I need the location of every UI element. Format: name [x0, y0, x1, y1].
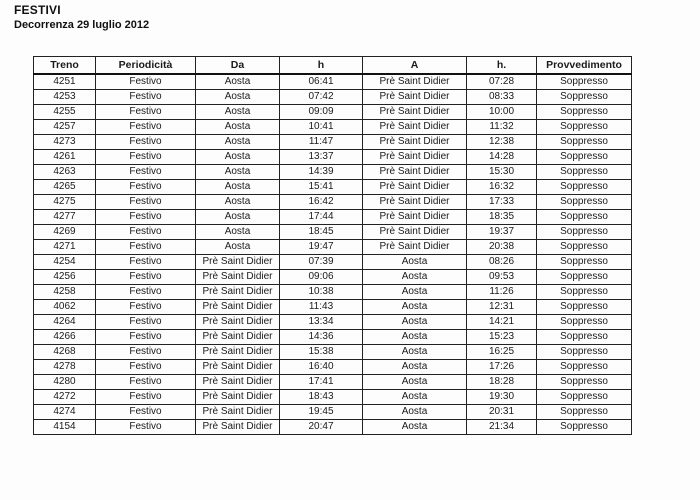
cell-da: Aosta [196, 225, 280, 240]
cell-treno: 4272 [34, 390, 96, 405]
cell-departure-time: 11:43 [280, 300, 363, 315]
table-row [34, 285, 632, 300]
cell-arrival-time: 17:33 [467, 195, 537, 210]
cell-periodicita: Festivo [96, 405, 196, 420]
cell-departure-time: 06:41 [280, 74, 363, 90]
cell-departure-time: 14:36 [280, 330, 363, 345]
cell-da: Prè Saint Didier [196, 360, 280, 375]
cell-arrival-time: 19:37 [467, 225, 537, 240]
cell-departure-time: 13:34 [280, 315, 363, 330]
cell-periodicita: Festivo [96, 195, 196, 210]
cell-treno: 4280 [34, 375, 96, 390]
cell-da: Aosta [196, 180, 280, 195]
cell-provvedimento: Soppresso [537, 405, 632, 420]
cell-da: Prè Saint Didier [196, 375, 280, 390]
cell-a: Prè Saint Didier [363, 74, 467, 90]
cell-treno: 4256 [34, 270, 96, 285]
cell-provvedimento: Soppresso [537, 375, 632, 390]
column-header-provvedimento: Provvedimento [537, 57, 632, 75]
table-row [34, 150, 632, 165]
cell-periodicita: Festivo [96, 345, 196, 360]
cell-periodicita: Festivo [96, 105, 196, 120]
cell-arrival-time: 20:38 [467, 240, 537, 255]
cell-da: Prè Saint Didier [196, 300, 280, 315]
cell-periodicita: Festivo [96, 330, 196, 345]
document-title: FESTIVI [14, 3, 61, 17]
cell-a: Prè Saint Didier [363, 165, 467, 180]
cell-treno: 4154 [34, 420, 96, 435]
table-row [34, 255, 632, 270]
cell-provvedimento: Soppresso [537, 420, 632, 435]
cell-a: Aosta [363, 360, 467, 375]
cell-provvedimento: Soppresso [537, 210, 632, 225]
cell-periodicita: Festivo [96, 420, 196, 435]
cell-departure-time: 13:37 [280, 150, 363, 165]
cell-a: Aosta [363, 285, 467, 300]
cell-periodicita: Festivo [96, 285, 196, 300]
cell-departure-time: 19:47 [280, 240, 363, 255]
cell-departure-time: 09:09 [280, 105, 363, 120]
cell-arrival-time: 12:31 [467, 300, 537, 315]
cell-treno: 4278 [34, 360, 96, 375]
cell-a: Prè Saint Didier [363, 120, 467, 135]
cell-da: Aosta [196, 165, 280, 180]
cell-a: Prè Saint Didier [363, 105, 467, 120]
cell-periodicita: Festivo [96, 315, 196, 330]
cell-treno: 4258 [34, 285, 96, 300]
cell-departure-time: 15:41 [280, 180, 363, 195]
cell-treno: 4062 [34, 300, 96, 315]
cell-provvedimento: Soppresso [537, 285, 632, 300]
cell-provvedimento: Soppresso [537, 390, 632, 405]
cell-treno: 4257 [34, 120, 96, 135]
cell-departure-time: 16:42 [280, 195, 363, 210]
cell-provvedimento: Soppresso [537, 74, 632, 90]
cell-departure-time: 16:40 [280, 360, 363, 375]
document-subtitle: Decorrenza 29 luglio 2012 [14, 19, 150, 31]
cell-a: Prè Saint Didier [363, 135, 467, 150]
cell-a: Prè Saint Didier [363, 195, 467, 210]
cell-periodicita: Festivo [96, 120, 196, 135]
cell-a: Aosta [363, 420, 467, 435]
cell-departure-time: 10:41 [280, 120, 363, 135]
cell-da: Aosta [196, 135, 280, 150]
table-row [34, 405, 632, 420]
cell-treno: 4275 [34, 195, 96, 210]
cell-provvedimento: Soppresso [537, 105, 632, 120]
cell-provvedimento: Soppresso [537, 270, 632, 285]
cell-periodicita: Festivo [96, 165, 196, 180]
table-row [34, 105, 632, 120]
cell-a: Aosta [363, 255, 467, 270]
table-row [34, 180, 632, 195]
cell-a: Aosta [363, 405, 467, 420]
cell-a: Aosta [363, 390, 467, 405]
cell-da: Prè Saint Didier [196, 345, 280, 360]
cell-departure-time: 15:38 [280, 345, 363, 360]
cell-da: Aosta [196, 74, 280, 90]
cell-a: Prè Saint Didier [363, 150, 467, 165]
cell-arrival-time: 16:25 [467, 345, 537, 360]
cell-periodicita: Festivo [96, 74, 196, 90]
cell-departure-time: 17:41 [280, 375, 363, 390]
column-header-a: A [363, 57, 467, 75]
table-row [34, 210, 632, 225]
cell-treno: 4253 [34, 90, 96, 105]
cell-da: Prè Saint Didier [196, 270, 280, 285]
cell-arrival-time: 08:26 [467, 255, 537, 270]
cell-a: Aosta [363, 375, 467, 390]
cell-periodicita: Festivo [96, 225, 196, 240]
table-header-row [34, 57, 632, 75]
cell-a: Prè Saint Didier [363, 240, 467, 255]
table-row [34, 240, 632, 255]
table-row [34, 195, 632, 210]
cell-departure-time: 18:45 [280, 225, 363, 240]
cell-treno: 4261 [34, 150, 96, 165]
cell-da: Prè Saint Didier [196, 315, 280, 330]
cell-departure-time: 11:47 [280, 135, 363, 150]
column-header-da: Da [196, 57, 280, 75]
cell-arrival-time: 15:30 [467, 165, 537, 180]
table-row [34, 165, 632, 180]
cell-departure-time: 18:43 [280, 390, 363, 405]
cell-provvedimento: Soppresso [537, 135, 632, 150]
cell-da: Prè Saint Didier [196, 390, 280, 405]
cell-da: Aosta [196, 195, 280, 210]
cell-departure-time: 20:47 [280, 420, 363, 435]
cell-provvedimento: Soppresso [537, 300, 632, 315]
cell-departure-time: 17:44 [280, 210, 363, 225]
table-row [34, 390, 632, 405]
cell-arrival-time: 19:30 [467, 390, 537, 405]
column-header-periodicita: Periodicità [96, 57, 196, 75]
cell-da: Aosta [196, 240, 280, 255]
cell-arrival-time: 18:35 [467, 210, 537, 225]
table-row [34, 120, 632, 135]
cell-departure-time: 10:38 [280, 285, 363, 300]
cell-treno: 4268 [34, 345, 96, 360]
cell-a: Prè Saint Didier [363, 90, 467, 105]
table-row [34, 345, 632, 360]
table-row [34, 270, 632, 285]
table-row [34, 330, 632, 345]
cell-da: Aosta [196, 210, 280, 225]
cell-periodicita: Festivo [96, 360, 196, 375]
cell-a: Aosta [363, 300, 467, 315]
cell-da: Aosta [196, 120, 280, 135]
cell-provvedimento: Soppresso [537, 240, 632, 255]
cell-a: Aosta [363, 315, 467, 330]
cell-a: Prè Saint Didier [363, 225, 467, 240]
cell-provvedimento: Soppresso [537, 315, 632, 330]
cell-a: Aosta [363, 270, 467, 285]
cell-treno: 4271 [34, 240, 96, 255]
cell-arrival-time: 17:26 [467, 360, 537, 375]
cell-periodicita: Festivo [96, 270, 196, 285]
cell-treno: 4254 [34, 255, 96, 270]
cell-treno: 4269 [34, 225, 96, 240]
cell-arrival-time: 11:26 [467, 285, 537, 300]
cell-treno: 4274 [34, 405, 96, 420]
cell-periodicita: Festivo [96, 180, 196, 195]
cell-periodicita: Festivo [96, 255, 196, 270]
table-row [34, 225, 632, 240]
timetable-body [34, 74, 632, 435]
cell-arrival-time: 20:31 [467, 405, 537, 420]
cell-da: Prè Saint Didier [196, 330, 280, 345]
cell-arrival-time: 10:00 [467, 105, 537, 120]
table-row [34, 420, 632, 435]
cell-provvedimento: Soppresso [537, 150, 632, 165]
cell-provvedimento: Soppresso [537, 165, 632, 180]
cell-periodicita: Festivo [96, 390, 196, 405]
cell-provvedimento: Soppresso [537, 255, 632, 270]
cell-treno: 4273 [34, 135, 96, 150]
cell-departure-time: 19:45 [280, 405, 363, 420]
cell-arrival-time: 16:32 [467, 180, 537, 195]
cell-periodicita: Festivo [96, 135, 196, 150]
column-header-arrival-time: h. [467, 57, 537, 75]
cell-da: Aosta [196, 90, 280, 105]
cell-departure-time: 14:39 [280, 165, 363, 180]
cell-provvedimento: Soppresso [537, 345, 632, 360]
table-row [34, 74, 632, 90]
cell-treno: 4263 [34, 165, 96, 180]
cell-provvedimento: Soppresso [537, 360, 632, 375]
cell-periodicita: Festivo [96, 375, 196, 390]
cell-arrival-time: 11:32 [467, 120, 537, 135]
cell-arrival-time: 14:28 [467, 150, 537, 165]
cell-provvedimento: Soppresso [537, 120, 632, 135]
cell-a: Aosta [363, 345, 467, 360]
table-row [34, 315, 632, 330]
cell-da: Prè Saint Didier [196, 255, 280, 270]
column-header-treno: Treno [34, 57, 96, 75]
cell-periodicita: Festivo [96, 210, 196, 225]
cell-provvedimento: Soppresso [537, 180, 632, 195]
cell-provvedimento: Soppresso [537, 225, 632, 240]
cell-arrival-time: 15:23 [467, 330, 537, 345]
cell-treno: 4277 [34, 210, 96, 225]
cell-arrival-time: 12:38 [467, 135, 537, 150]
cell-departure-time: 07:42 [280, 90, 363, 105]
cell-treno: 4255 [34, 105, 96, 120]
cell-treno: 4265 [34, 180, 96, 195]
cell-da: Aosta [196, 150, 280, 165]
cell-arrival-time: 18:28 [467, 375, 537, 390]
table-row [34, 135, 632, 150]
cell-treno: 4266 [34, 330, 96, 345]
cell-departure-time: 07:39 [280, 255, 363, 270]
cell-departure-time: 09:06 [280, 270, 363, 285]
cell-treno: 4251 [34, 74, 96, 90]
cell-arrival-time: 09:53 [467, 270, 537, 285]
cell-periodicita: Festivo [96, 150, 196, 165]
table-row [34, 90, 632, 105]
cell-provvedimento: Soppresso [537, 195, 632, 210]
cell-da: Prè Saint Didier [196, 420, 280, 435]
cell-da: Prè Saint Didier [196, 285, 280, 300]
cell-periodicita: Festivo [96, 90, 196, 105]
cell-periodicita: Festivo [96, 240, 196, 255]
cell-provvedimento: Soppresso [537, 330, 632, 345]
cell-arrival-time: 21:34 [467, 420, 537, 435]
table-row [34, 360, 632, 375]
cell-da: Aosta [196, 105, 280, 120]
table-row [34, 300, 632, 315]
cell-a: Prè Saint Didier [363, 210, 467, 225]
timetable [33, 56, 632, 435]
cell-a: Prè Saint Didier [363, 180, 467, 195]
cell-arrival-time: 07:28 [467, 74, 537, 90]
cell-arrival-time: 14:21 [467, 315, 537, 330]
cell-a: Aosta [363, 330, 467, 345]
cell-treno: 4264 [34, 315, 96, 330]
cell-arrival-time: 08:33 [467, 90, 537, 105]
cell-provvedimento: Soppresso [537, 90, 632, 105]
cell-periodicita: Festivo [96, 300, 196, 315]
column-header-departure-time: h [280, 57, 363, 75]
cell-da: Prè Saint Didier [196, 405, 280, 420]
table-row [34, 375, 632, 390]
